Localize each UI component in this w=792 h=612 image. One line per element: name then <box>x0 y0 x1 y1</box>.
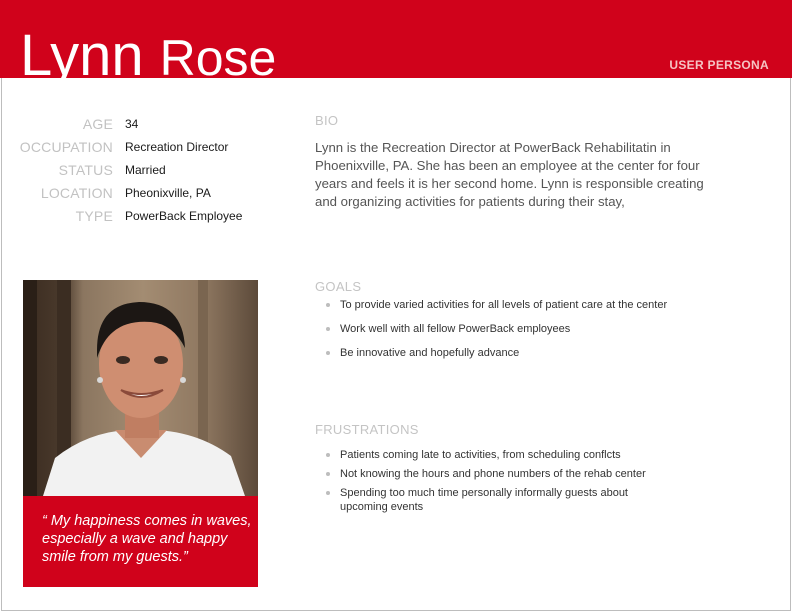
fact-status <box>0 162 300 182</box>
quote-box <box>23 496 258 587</box>
goal-text: Work well with all fellow PowerBack employees <box>340 323 571 335</box>
list-item <box>325 448 725 462</box>
goal-text: Be innovative and hopefully advance <box>340 347 520 359</box>
list-item <box>325 467 725 481</box>
bullet-icon <box>326 472 330 476</box>
list-item <box>325 298 725 312</box>
frustration-text: Patients coming late to activities, from scheduling conflcts <box>340 449 621 461</box>
persona-quote: “ My happiness comes in waves, especially a wave and happy smile from my guests.” <box>42 513 252 565</box>
list-item <box>325 486 670 514</box>
fact-label: OCCUPATION <box>19 139 113 155</box>
goals-list <box>325 298 725 370</box>
fact-value: 34 <box>125 117 139 131</box>
portrait-illustration <box>23 280 258 496</box>
header-banner <box>0 0 792 88</box>
bullet-icon <box>326 303 330 307</box>
list-item <box>325 322 725 336</box>
goals-heading: GOALS <box>315 279 362 294</box>
goal-text: To provide varied activities for all levels of patient care at the center <box>340 299 668 311</box>
bullet-icon <box>326 351 330 355</box>
frustration-text: Not knowing the hours and phone numbers of the rehab center <box>340 468 646 480</box>
fact-occupation <box>0 139 300 159</box>
bullet-icon <box>326 453 330 457</box>
persona-photo <box>23 280 258 496</box>
fact-value: Married <box>125 163 166 177</box>
fact-label: LOCATION <box>40 185 113 201</box>
bullet-icon <box>326 491 330 495</box>
fact-location <box>0 185 300 205</box>
bio-heading: BIO <box>315 113 339 128</box>
last-name: Rose <box>159 30 277 86</box>
fact-label: STATUS <box>58 162 113 178</box>
frustration-text: Spending too much time personally informally guests about upcoming events <box>340 487 628 513</box>
list-item <box>325 346 725 360</box>
frustrations-list <box>325 448 725 519</box>
persona-type-label: USER PERSONA <box>669 58 769 72</box>
fact-type <box>0 208 300 228</box>
frustrations-heading: FRUSTRATIONS <box>315 422 419 437</box>
fact-value: Pheonixville, PA <box>125 186 211 200</box>
fact-value: PowerBack Employee <box>125 209 243 223</box>
fact-label: AGE <box>82 116 113 132</box>
fact-value: Recreation Director <box>125 140 229 154</box>
fact-age <box>0 116 300 136</box>
first-name: Lynn <box>20 23 144 88</box>
fact-label: TYPE <box>75 208 113 224</box>
bullet-icon <box>326 327 330 331</box>
bio-text: Lynn is the Recreation Director at PowerBack Rehabilitatin in Phoenixville, PA. She has been an employee at the center for four years and feels it is her second home. Lynn is responsible creating and organizing activities for patients during their stay, <box>315 140 704 209</box>
